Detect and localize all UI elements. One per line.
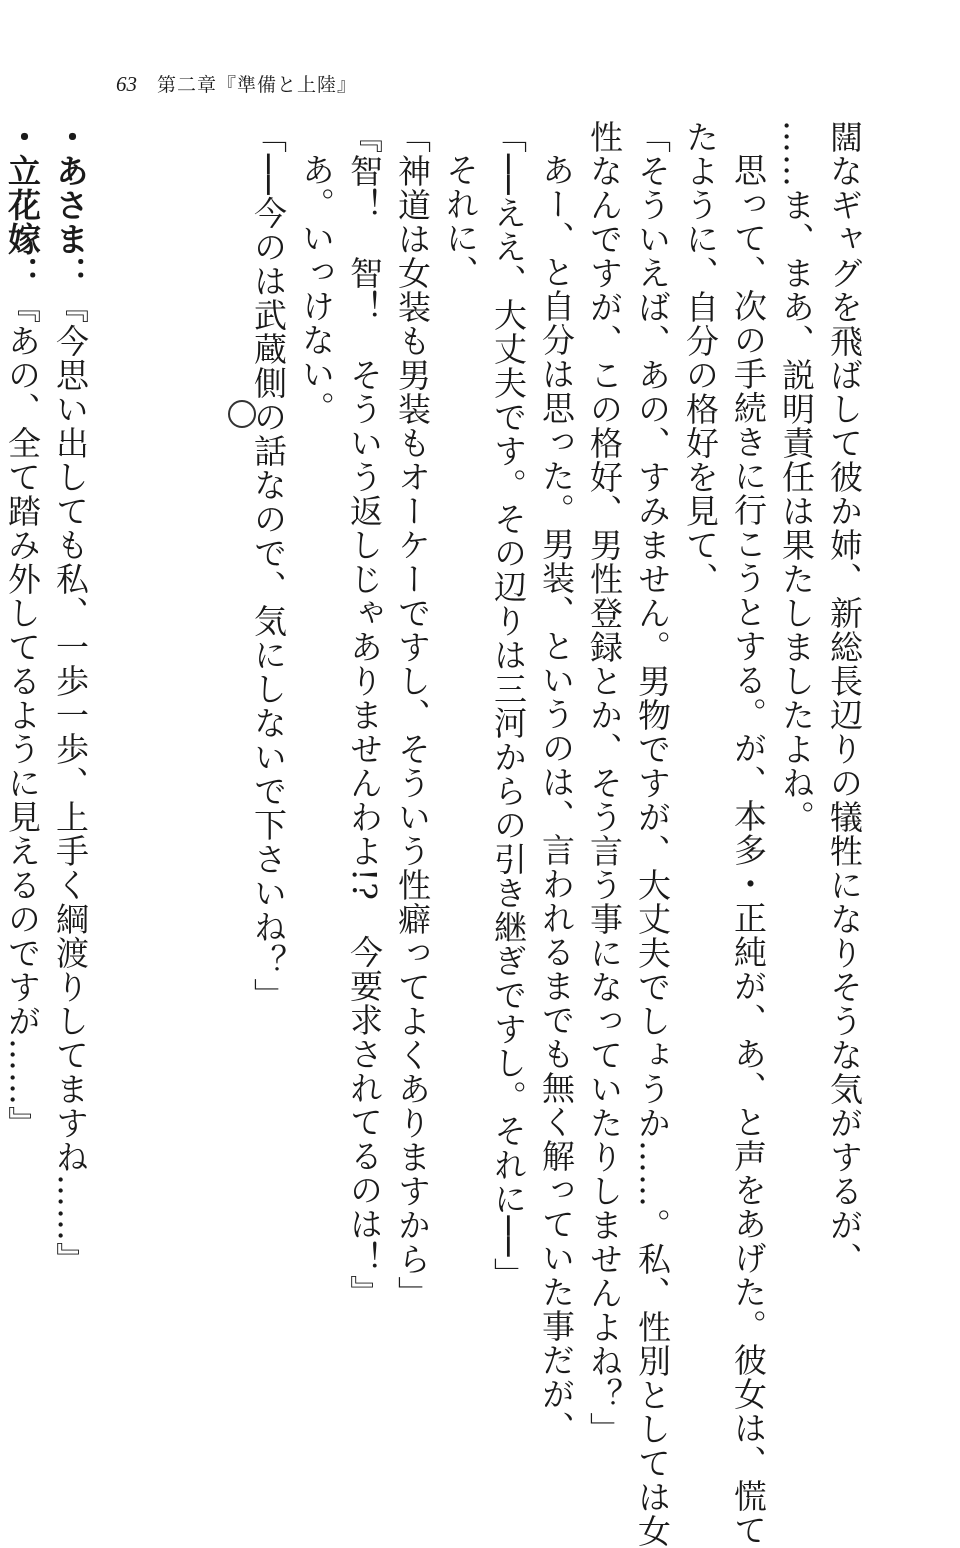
dialogue-text: 『今思い出しても私、一歩一歩、上手く綱渡りしてますね……』 bbox=[51, 290, 90, 1276]
vertical-body-text bbox=[3, 120, 868, 1548]
text-column: 「そういえば、あの、すみません。男物ですが、大丈夫でしょうか……。私、性別としては女 bbox=[633, 120, 672, 1548]
text-column: 「──今のは武蔵側の話なので、気にしないで下さいね？」 bbox=[249, 120, 288, 1012]
dialogue-line bbox=[46, 120, 94, 1310]
text-column: それに、 bbox=[441, 153, 480, 289]
text-column: ……ま、まあ、説明責任は果たしましたよね。 bbox=[777, 120, 816, 834]
chapter-title: 第二章『準備と上陸』 bbox=[157, 75, 358, 96]
text-column: あー、と自分は思った。男装、というのは、言われるまでも無く解っていた事だが、 bbox=[537, 153, 576, 1445]
text-column: 『智！ 智！ そういう返しじゃありませんわよ!? 今要求されてるのは！』 bbox=[345, 120, 384, 1309]
text-column: たように、自分の格好を見て、 bbox=[681, 120, 720, 596]
text-column: 「神道は女装も男装もオーケーですし、そういう性癖ってよくありますから」 bbox=[393, 120, 432, 1310]
speaker-name: ・あさま： bbox=[51, 120, 90, 290]
dialogue-text: 『あの、全て踏み外してるように見えるのですが……』 bbox=[3, 290, 42, 1140]
speaker-name: ・立花嫁： bbox=[3, 120, 42, 290]
page-number: 63 bbox=[116, 72, 137, 96]
text-column: 性なんですが、この格好、男性登録とか、そう言う事になっていたりしませんよね？」 bbox=[585, 120, 624, 1446]
text-column: 「──ええ、大丈夫です。その辺りは三河からの引き継ぎですし。それに──」 bbox=[489, 120, 528, 1292]
running-header bbox=[116, 70, 357, 97]
text-column: 思って、次の手続きに行こうとする。が、本多・正純が、あ、と声をあげた。彼女は、慌て bbox=[729, 153, 768, 1547]
text-column: 闊なギャグを飛ばして彼か姉、新総長辺りの犠牲になりそうな気がするが、 bbox=[825, 120, 864, 1276]
dialogue-line bbox=[0, 120, 46, 1310]
scene-break-circle-icon bbox=[228, 400, 256, 428]
text-column: あ。いっけない。 bbox=[297, 153, 336, 425]
